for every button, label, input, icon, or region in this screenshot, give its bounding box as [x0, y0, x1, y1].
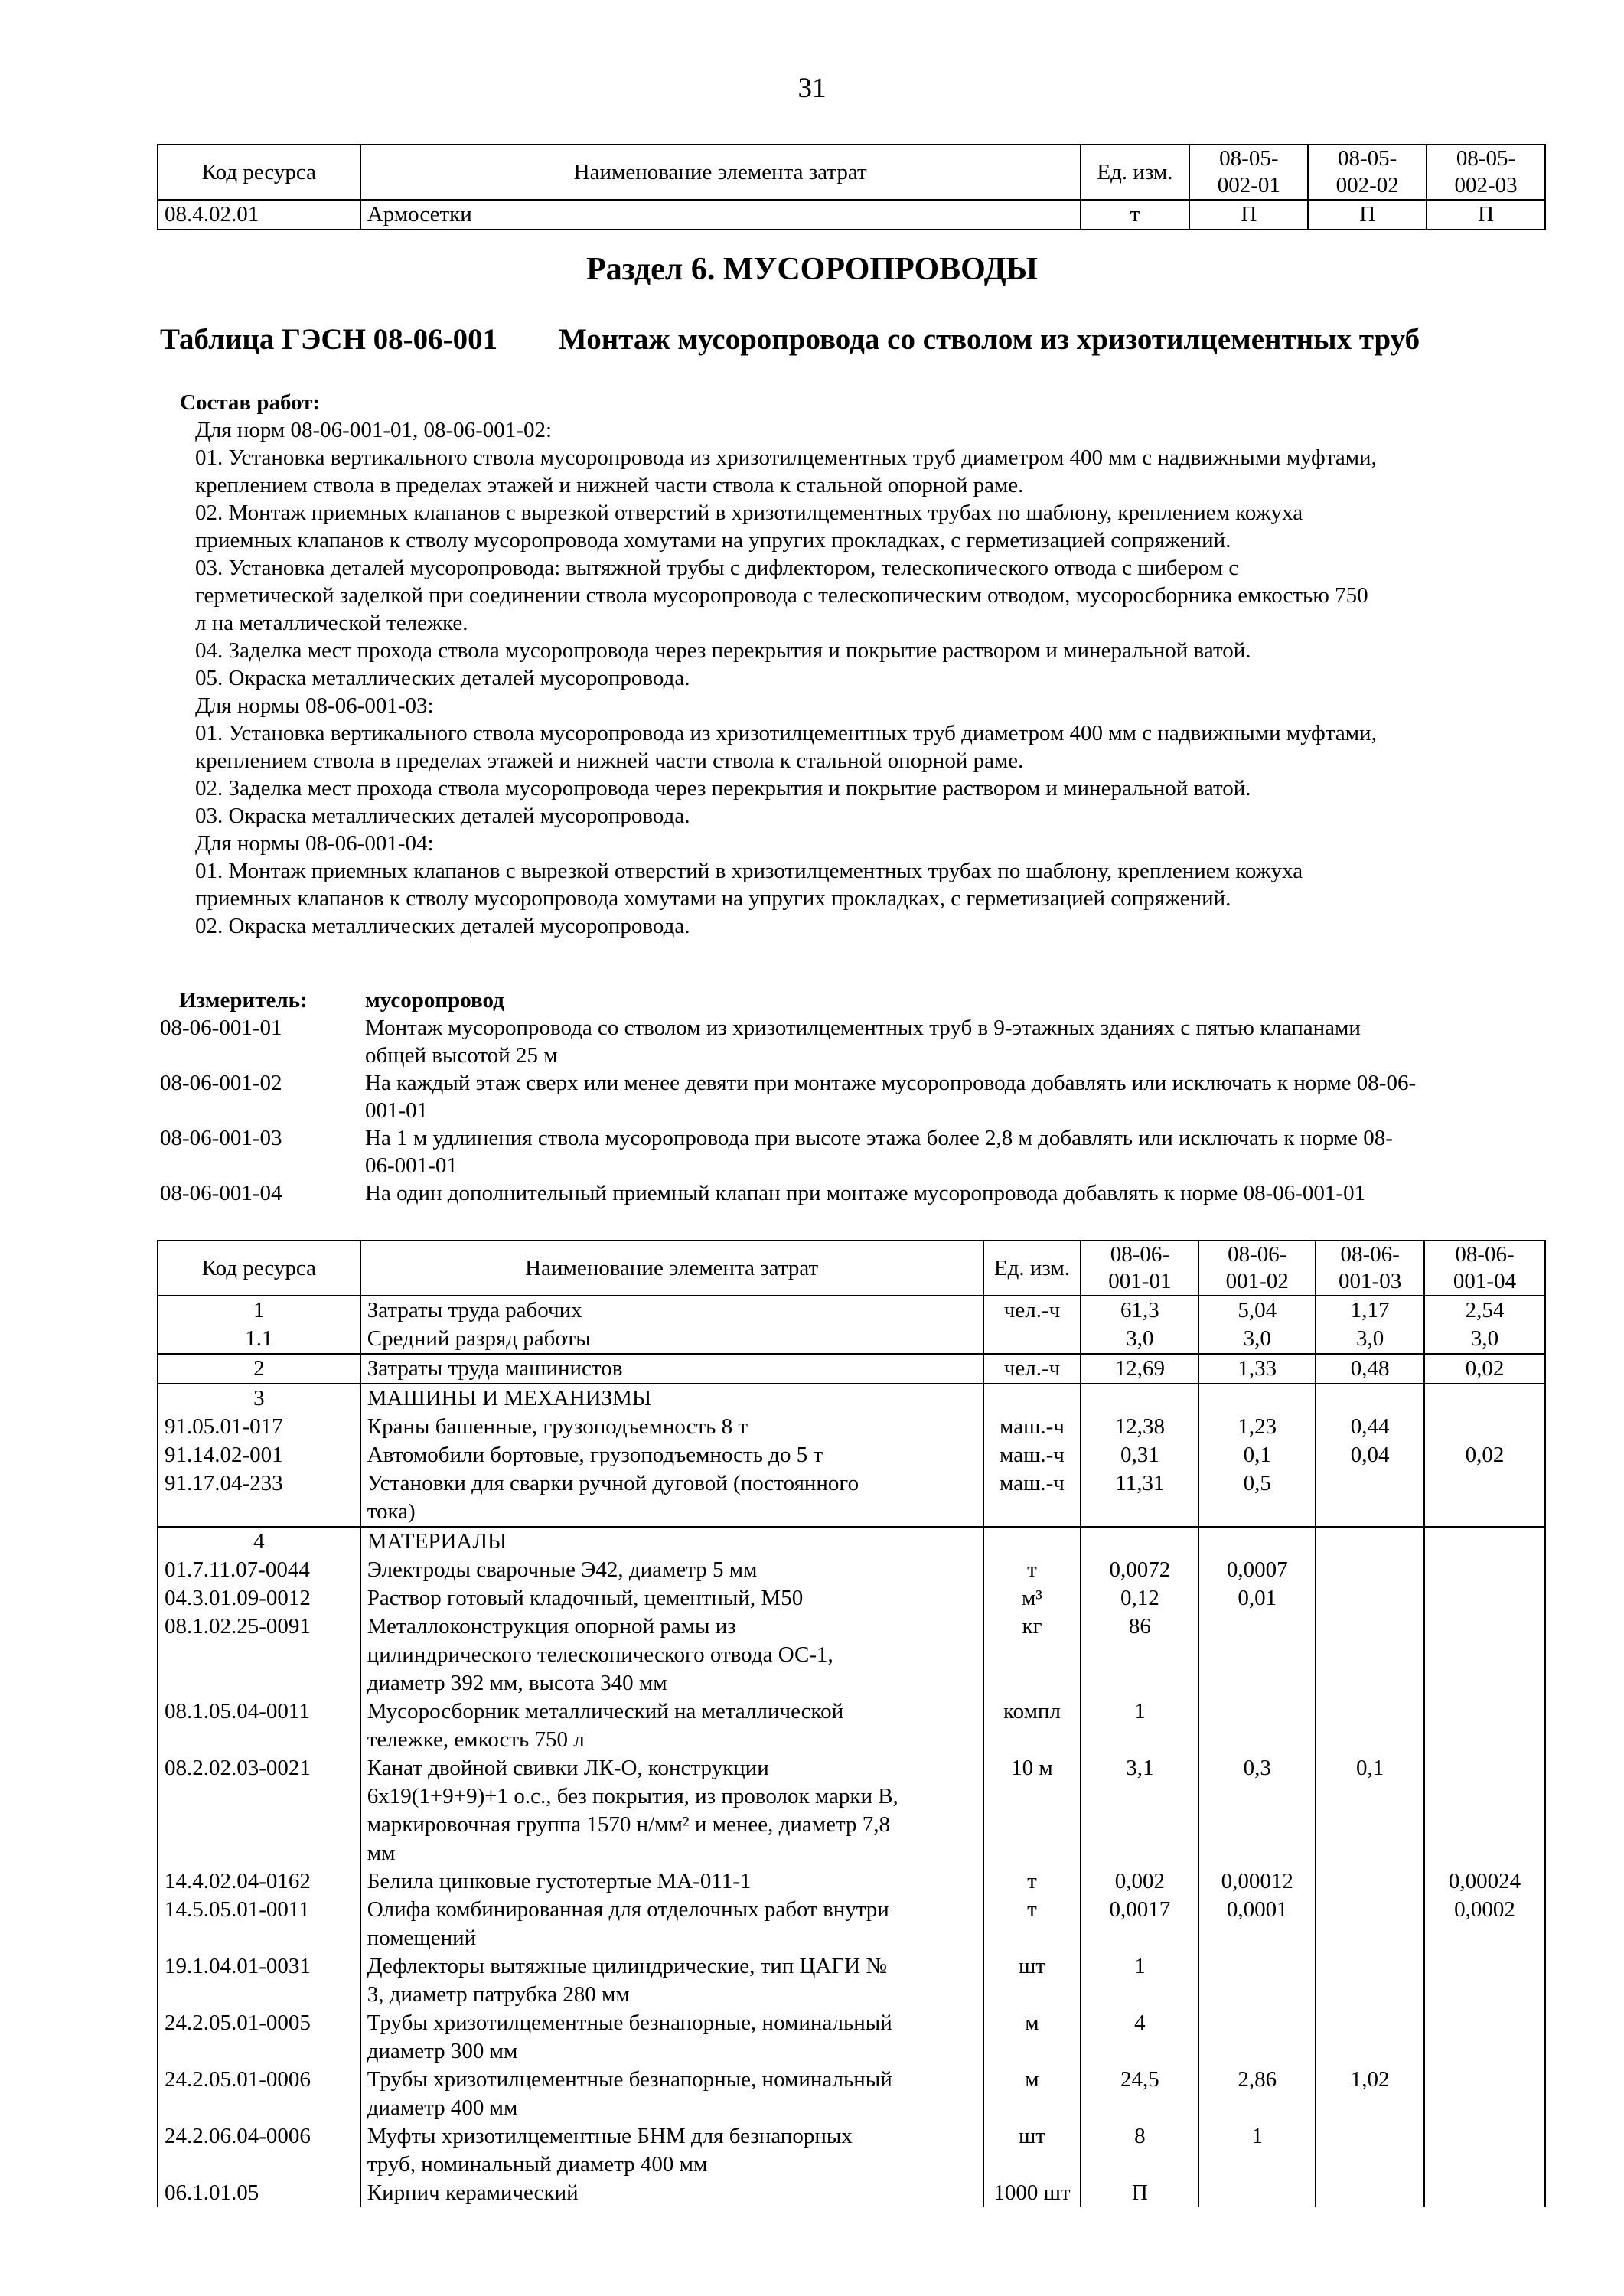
resource-code: 14.4.02.04-0162 — [158, 1867, 360, 1896]
resource-code: 3 — [158, 1384, 360, 1413]
table-row — [158, 1527, 1545, 1556]
norm-value: 0,0072 — [1081, 1556, 1198, 1584]
norm-value: 86 — [1081, 1613, 1198, 1698]
norm-value: 1,23 — [1198, 1413, 1316, 1441]
norm-value — [1424, 1413, 1545, 1441]
norm-value: 0,04 — [1316, 1441, 1424, 1469]
resource-code: 06.1.01.05 — [158, 2179, 360, 2207]
norm-description: На каждый этаж сверх или менее девяти при монтаже мусоропровода добавлять или исключать к норме 08-06- 001-01 — [365, 1071, 1417, 1123]
norm-value — [1424, 2122, 1545, 2179]
norm-value — [1424, 1613, 1545, 1698]
cost-element-name: Олифа комбинированная для отделочных работ внутри помещений — [360, 1896, 983, 1952]
norm-value: 0,48 — [1316, 1354, 1424, 1384]
table-row — [158, 1698, 1545, 1754]
norm-value: 0,0002 — [1424, 1896, 1545, 1952]
header-resource-code: Код ресурса — [158, 145, 360, 200]
table-name: Монтаж мусоропровода со стволом из хризотилцементных труб — [559, 323, 1420, 356]
unit: т — [1081, 200, 1190, 230]
cost-element-name: Раствор готовый кладочный, цементный, М50 — [360, 1584, 983, 1613]
norm-value: 61,3 — [1081, 1296, 1198, 1325]
main-resource-table — [157, 1240, 1546, 2207]
composition-line: 02. Окраска металлических деталей мусоропровода. — [195, 914, 690, 938]
header-norm-2: 08-06- 001-02 — [1198, 1241, 1316, 1296]
norm-value — [1316, 1527, 1424, 1556]
cost-element-name: Средний разряд работы — [360, 1325, 983, 1354]
unit: т — [983, 1867, 1081, 1896]
composition-line: 02. Монтаж приемных клапанов с вырезкой отверстий в хризотилцементных трубах по шаблону, креплением кожуха приемных клапанов к стволу мусоропровода хомутами на упругих прокладках, с герметизацией сопряжений. — [195, 501, 1303, 553]
header-norm-3: 08-05- 002-03 — [1427, 145, 1545, 200]
cost-element-name: МАТЕРИАЛЫ — [360, 1527, 983, 1556]
cost-element-name: Автомобили бортовые, грузоподъемность до 5 т — [360, 1441, 983, 1469]
norm-value: 0,44 — [1316, 1413, 1424, 1441]
norm-value: 0,0017 — [1081, 1896, 1198, 1952]
measurer-list — [160, 1014, 1546, 1207]
header-norm-2: 08-05- 002-02 — [1308, 145, 1427, 200]
norm-value: 0,3 — [1198, 1754, 1316, 1867]
resource-code: 1 — [158, 1296, 360, 1325]
norm-value — [1316, 2122, 1424, 2179]
unit — [983, 1384, 1081, 1413]
header-unit: Ед. изм. — [983, 1241, 1081, 1296]
cost-element-name: Белила цинковые густотертые МА-011-1 — [360, 1867, 983, 1896]
norm-value — [1424, 2179, 1545, 2207]
norm-value — [1198, 1527, 1316, 1556]
unit: компл — [983, 1698, 1081, 1754]
norm-value — [1424, 1584, 1545, 1613]
measurer-row — [160, 1014, 1546, 1069]
norm-code: 08-06-001-01 — [160, 1016, 282, 1040]
table-id: Таблица ГЭСН 08-06-001 — [160, 323, 498, 356]
norm-value: 0,002 — [1081, 1867, 1198, 1896]
norm-value: 0,02 — [1424, 1354, 1545, 1384]
resource-code: 24.2.06.04-0006 — [158, 2122, 360, 2179]
norm-value: 3,0 — [1198, 1325, 1316, 1354]
measurer-unit: мусоропровод — [365, 988, 504, 1013]
norm-value: 11,31 — [1081, 1469, 1198, 1527]
norm-description: Монтаж мусоропровода со стволом из хризотилцементных труб в 9-этажных зданиях с пятью клапанами общей высотой 25 м — [365, 1016, 1361, 1068]
norm-value — [1316, 1556, 1424, 1584]
norm-value: П — [1427, 200, 1545, 230]
header-resource-code: Код ресурса — [158, 1241, 360, 1296]
norm-value: 1 — [1081, 1952, 1198, 2009]
norm-value — [1316, 2009, 1424, 2066]
unit: 10 м — [983, 1754, 1081, 1867]
resource-code: 08.4.02.01 — [158, 200, 360, 230]
norm-value: 4 — [1081, 2009, 1198, 2066]
measurer-row — [160, 1179, 1546, 1207]
norm-value: 1,33 — [1198, 1354, 1316, 1384]
unit: шт — [983, 1952, 1081, 2009]
unit: маш.-ч — [983, 1469, 1081, 1527]
composition-title: Состав работ: — [180, 390, 321, 415]
cost-element-name: Канат двойной свивки ЛК-О, конструкции 6x19(1+9+9)+1 о.с., без покрытия, из проволок марки В, маркировочная группа 1570 н/мм² и менее, диаметр 7,8 мм — [360, 1754, 983, 1867]
unit: т — [983, 1896, 1081, 1952]
norm-value — [1198, 1613, 1316, 1698]
cost-element-name: Электроды сварочные Э42, диаметр 5 мм — [360, 1556, 983, 1584]
norm-value: 1 — [1081, 1698, 1198, 1754]
unit: 1000 шт — [983, 2179, 1081, 2207]
norm-value — [1316, 1613, 1424, 1698]
resource-code: 08.1.05.04-0011 — [158, 1698, 360, 1754]
unit — [983, 1527, 1081, 1556]
resource-code: 91.17.04-233 — [158, 1469, 360, 1527]
unit: кг — [983, 1613, 1081, 1698]
norm-value — [1316, 1698, 1424, 1754]
measurer-row — [160, 1124, 1546, 1179]
header-norm-1: 08-05- 002-01 — [1189, 145, 1308, 200]
resource-code: 91.14.02-001 — [158, 1441, 360, 1469]
norm-value — [1316, 1384, 1424, 1413]
unit: маш.-ч — [983, 1413, 1081, 1441]
norm-value: 3,0 — [1316, 1325, 1424, 1354]
norm-value: 3,1 — [1081, 1754, 1198, 1867]
section-title: Раздел 6. МУСОРОПРОВОДЫ — [586, 252, 1038, 287]
table-row — [158, 1296, 1545, 1325]
norm-value — [1198, 1384, 1316, 1413]
norm-value: 12,38 — [1081, 1413, 1198, 1441]
norm-value — [1424, 1556, 1545, 1584]
header-norm-1: 08-06- 001-01 — [1081, 1241, 1198, 1296]
norm-value: 0,00024 — [1424, 1867, 1545, 1896]
norm-value — [1081, 1384, 1198, 1413]
norm-code: 08-06-001-02 — [160, 1071, 282, 1095]
unit: чел.-ч — [983, 1296, 1081, 1325]
norm-value: 3,0 — [1424, 1325, 1545, 1354]
table-row — [158, 1867, 1545, 1896]
measurer-row — [160, 1069, 1546, 1124]
composition-line: 03. Установка деталей мусоропровода: вытяжной трубы с дифлектором, телескопического отвода с шибером с герметической заделкой при соединении ствола мусоропровода с телескопическим отводом, мусоросборника емкостью 750 л на металлической тележке. — [195, 556, 1368, 635]
norm-value — [1198, 1698, 1316, 1754]
norm-value — [1424, 2066, 1545, 2122]
norm-value: 0,01 — [1198, 1584, 1316, 1613]
cost-element-name: Дефлекторы вытяжные цилиндрические, тип ЦАГИ № 3, диаметр патрубка 280 мм — [360, 1952, 983, 2009]
unit: шт — [983, 2122, 1081, 2179]
resource-code: 14.5.05.01-0011 — [158, 1896, 360, 1952]
cost-element-name: Затраты труда рабочих — [360, 1296, 983, 1325]
header-norm-4: 08-06- 001-04 — [1424, 1241, 1545, 1296]
measurer-block — [160, 987, 1546, 1207]
unit: маш.-ч — [983, 1441, 1081, 1469]
resource-code: 2 — [158, 1354, 360, 1384]
norm-value: 12,69 — [1081, 1354, 1198, 1384]
resource-code: 04.3.01.09-0012 — [158, 1584, 360, 1613]
table-row — [158, 1896, 1545, 1952]
composition-list — [180, 416, 1557, 940]
cost-element-name: Трубы хризотилцементные безнапорные, номинальный диаметр 300 мм — [360, 2009, 983, 2066]
norm-value: П — [1081, 2179, 1198, 2207]
resource-code: 24.2.05.01-0005 — [158, 2009, 360, 2066]
measurer-label: Измеритель: — [179, 988, 308, 1013]
resource-code: 08.2.02.03-0021 — [158, 1754, 360, 1867]
work-composition — [180, 389, 1557, 940]
unit: м — [983, 2009, 1081, 2066]
norm-value: 0,31 — [1081, 1441, 1198, 1469]
norm-value — [1316, 1952, 1424, 2009]
resource-code: 1.1 — [158, 1325, 360, 1354]
norm-value: 5,04 — [1198, 1296, 1316, 1325]
header-unit: Ед. изм. — [1081, 145, 1190, 200]
norm-value — [1424, 1469, 1545, 1527]
table-row — [158, 1584, 1545, 1613]
header-cost-element: Наименование элемента затрат — [360, 1241, 983, 1296]
cost-element-name: Краны башенные, грузоподъемность 8 т — [360, 1413, 983, 1441]
cost-element-name: Армосетки — [360, 200, 1081, 230]
table-row — [158, 1469, 1545, 1527]
norm-value — [1316, 1896, 1424, 1952]
norm-value: 2,86 — [1198, 2066, 1316, 2122]
norm-value: 0,1 — [1316, 1754, 1424, 1867]
unit — [983, 1325, 1081, 1354]
table-row — [158, 1441, 1545, 1469]
norm-value — [1316, 1584, 1424, 1613]
norm-value — [1198, 1952, 1316, 2009]
norm-value: 0,0001 — [1198, 1896, 1316, 1952]
norm-value — [1316, 1469, 1424, 1527]
norm-value: 1,02 — [1316, 2066, 1424, 2122]
top-resource-table — [157, 144, 1546, 230]
composition-line: Для норм 08-06-001-01, 08-06-001-02: — [195, 418, 553, 442]
norm-value: 0,5 — [1198, 1469, 1316, 1527]
norm-value — [1198, 2179, 1316, 2207]
resource-code: 01.7.11.07-0044 — [158, 1556, 360, 1584]
table-row — [158, 2066, 1545, 2122]
norm-value — [1424, 1754, 1545, 1867]
unit: чел.-ч — [983, 1354, 1081, 1384]
cost-element-name: Трубы хризотилцементные безнапорные, номинальный диаметр 400 мм — [360, 2066, 983, 2122]
resource-code: 4 — [158, 1527, 360, 1556]
norm-code: 08-06-001-03 — [160, 1126, 282, 1150]
norm-value — [1081, 1527, 1198, 1556]
norm-value — [1424, 2009, 1545, 2066]
table-row — [158, 1613, 1545, 1698]
norm-value: П — [1308, 200, 1427, 230]
table-row — [158, 1556, 1545, 1584]
norm-value: 0,12 — [1081, 1584, 1198, 1613]
table-row — [158, 200, 1545, 230]
cost-element-name: Металлоконструкция опорной рамы из цилиндрического телескопического отвода ОС-1, диаметр 392 мм, высота 340 мм — [360, 1613, 983, 1698]
norm-value: 8 — [1081, 2122, 1198, 2179]
table-row — [158, 1413, 1545, 1441]
norm-value — [1424, 1952, 1545, 2009]
norm-description: На 1 м удлинения ствола мусоропровода при высоте этажа более 2,8 м добавлять или исключать к норме 08- 06-001-01 — [365, 1126, 1393, 1178]
resource-code: 24.2.05.01-0006 — [158, 2066, 360, 2122]
resource-code: 19.1.04.01-0031 — [158, 1952, 360, 2009]
norm-value — [1316, 2179, 1424, 2207]
norm-value: 24,5 — [1081, 2066, 1198, 2122]
page-number: 31 — [797, 73, 827, 104]
table-row — [158, 1384, 1545, 1413]
norm-value — [1424, 1698, 1545, 1754]
resource-code: 08.1.02.25-0091 — [158, 1613, 360, 1698]
table-row — [158, 1952, 1545, 2009]
header-cost-element: Наименование элемента затрат — [360, 145, 1081, 200]
table-row — [158, 2122, 1545, 2179]
composition-line: 05. Окраска металлических деталей мусоропровода. — [195, 666, 690, 690]
norm-value: 1,17 — [1316, 1296, 1424, 1325]
norm-code: 08-06-001-04 — [160, 1181, 282, 1205]
cost-element-name: Мусоросборник металлический на металлической тележке, емкость 750 л — [360, 1698, 983, 1754]
norm-value: П — [1189, 200, 1308, 230]
composition-line: 04. Заделка мест прохода ствола мусоропровода через перекрытия и покрытие раствором и минеральной ватой. — [195, 638, 1251, 663]
norm-value — [1198, 2009, 1316, 2066]
table-row — [158, 1754, 1545, 1867]
composition-line: 01. Установка вертикального ствола мусоропровода из хризотилцементных труб диаметром 400 мм с надвижными муфтами, креплением ствола в пределах этажей и нижней части ствола к стальной опорной раме. — [195, 721, 1377, 773]
norm-value: 0,00012 — [1198, 1867, 1316, 1896]
norm-value: 0,0007 — [1198, 1556, 1316, 1584]
unit: м — [983, 2066, 1081, 2122]
norm-value — [1424, 1384, 1545, 1413]
resource-code: 91.05.01-017 — [158, 1413, 360, 1441]
header-norm-3: 08-06- 001-03 — [1316, 1241, 1424, 1296]
norm-value: 0,02 — [1424, 1441, 1545, 1469]
cost-element-name: Затраты труда машинистов — [360, 1354, 983, 1384]
unit: м³ — [983, 1584, 1081, 1613]
norm-value — [1424, 1527, 1545, 1556]
table-row — [158, 1325, 1545, 1354]
composition-line: Для нормы 08-06-001-03: — [195, 693, 434, 718]
norm-value: 3,0 — [1081, 1325, 1198, 1354]
norm-value: 1 — [1198, 2122, 1316, 2179]
table-row — [158, 2009, 1545, 2066]
measurer-header — [160, 987, 1546, 1014]
norm-value: 2,54 — [1424, 1296, 1545, 1325]
cost-element-name: Муфты хризотилцементные БНМ для безнапорных труб, номинальный диаметр 400 мм — [360, 2122, 983, 2179]
norm-value — [1316, 1867, 1424, 1896]
norm-value: 0,1 — [1198, 1441, 1316, 1469]
composition-line: 03. Окраска металлических деталей мусоропровода. — [195, 804, 690, 828]
composition-line: 02. Заделка мест прохода ствола мусоропровода через перекрытия и покрытие раствором и минеральной ватой. — [195, 776, 1251, 801]
cost-element-name: Кирпич керамический — [360, 2179, 983, 2207]
unit: т — [983, 1556, 1081, 1584]
composition-line: Для нормы 08-06-001-04: — [195, 831, 434, 856]
composition-line: 01. Установка вертикального ствола мусоропровода из хризотилцементных труб диаметром 400 мм с надвижными муфтами, креплением ствола в пределах этажей и нижней части ствола к стальной опорной раме. — [195, 445, 1377, 497]
composition-line: 01. Монтаж приемных клапанов с вырезкой отверстий в хризотилцементных трубах по шаблону, креплением кожуха приемных клапанов к стволу мусоропровода хомутами на упругих прокладках, с герметизацией сопряжений. — [195, 859, 1303, 911]
table-row — [158, 2179, 1545, 2207]
norm-description: На один дополнительный приемный клапан при монтаже мусоропровода добавлять к норме 08-06-001-01 — [365, 1181, 1366, 1205]
cost-element-name: Установки для сварки ручной дуговой (постоянного тока) — [360, 1469, 983, 1527]
table-row — [158, 1354, 1545, 1384]
cost-element-name: МАШИНЫ И МЕХАНИЗМЫ — [360, 1384, 983, 1413]
